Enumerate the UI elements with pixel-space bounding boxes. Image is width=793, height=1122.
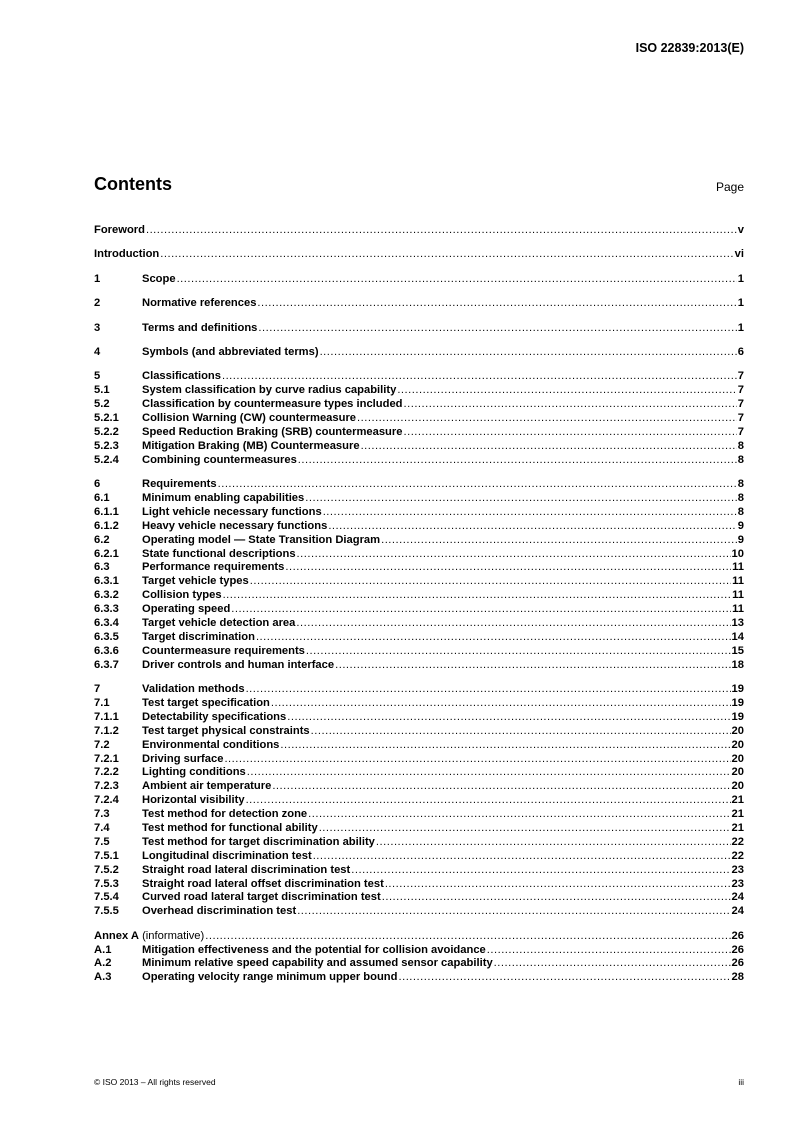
dot-leader <box>306 645 731 659</box>
dot-leader <box>385 878 731 892</box>
dot-leader <box>257 297 736 311</box>
toc-entry-title <box>142 822 318 836</box>
toc-entry-title-text: Mitigation effectiveness and the potential for collision avoidance <box>142 943 486 956</box>
toc-entry[interactable] <box>94 603 744 617</box>
toc-entry[interactable] <box>94 534 744 548</box>
toc-entry-title-text: Target discrimination <box>142 630 255 643</box>
toc-entry-title-text: System classification by curve radius capability <box>142 384 397 397</box>
dot-leader <box>308 808 730 822</box>
toc-entry[interactable] <box>94 273 744 287</box>
dot-leader <box>311 725 731 739</box>
toc-entry-number: 5.2.2 <box>94 425 119 438</box>
toc-entry-title <box>142 711 286 725</box>
toc-entry-page: 15 <box>731 644 744 657</box>
toc-entry-page: 13 <box>731 616 744 629</box>
toc-entry-page: 9 <box>737 519 744 532</box>
toc-entry-title <box>142 864 350 878</box>
toc-entry-title-text: Longitudinal discrimination test <box>142 849 312 862</box>
toc-entry-title-text: Driving surface <box>142 752 224 765</box>
toc-entry-number: 7.3 <box>94 808 110 821</box>
toc-entry-number: 7.5.5 <box>94 905 119 918</box>
toc-entry-title-text: State functional descriptions <box>142 547 296 560</box>
toc-entry[interactable] <box>94 697 744 711</box>
toc-entry-title-text: Lighting conditions <box>142 766 246 779</box>
dot-leader <box>205 930 730 944</box>
toc-entry[interactable] <box>94 346 744 360</box>
dot-leader <box>258 322 736 336</box>
toc-entry-page: 11 <box>732 561 744 574</box>
dot-leader <box>231 603 731 617</box>
toc-entry-page: 10 <box>731 547 744 560</box>
toc-entry-page: 22 <box>731 835 744 848</box>
toc-entry[interactable] <box>94 794 744 808</box>
toc-entry-title <box>142 780 271 794</box>
dot-leader <box>247 766 731 780</box>
dot-leader <box>298 454 737 468</box>
toc-entry-number: 6.2.1 <box>94 547 119 560</box>
dot-leader <box>287 711 730 725</box>
toc-entry-number: 7.1 <box>94 696 110 709</box>
toc-entry-title-text: Overhead discrimination test <box>142 905 297 918</box>
toc-entry-title <box>142 836 375 850</box>
toc-entry-page: 19 <box>731 710 744 723</box>
toc-entry-title <box>142 957 493 971</box>
toc-entry-page: 21 <box>731 821 744 834</box>
toc-entry-page: 20 <box>731 766 744 779</box>
dot-leader <box>328 520 736 534</box>
toc-entry[interactable] <box>94 398 744 412</box>
toc-entry-title-text: Detectability specifications <box>142 710 287 723</box>
toc-entry-title <box>94 930 204 944</box>
toc-entry[interactable] <box>94 440 744 454</box>
table-of-contents <box>94 224 744 985</box>
toc-entry-title-text: Test target specification <box>142 696 270 709</box>
toc-entry-title-text: Combining countermeasures <box>142 453 297 466</box>
toc-entry-title-text: Countermeasure requirements <box>142 644 305 657</box>
toc-entry-page: 28 <box>731 971 744 984</box>
dot-leader <box>146 224 737 238</box>
toc-entry[interactable] <box>94 492 744 506</box>
toc-entry-page: 23 <box>731 877 744 890</box>
toc-entry-title-text: Test method for functional ability <box>142 821 318 834</box>
toc-entry-page: 1 <box>737 321 744 334</box>
toc-entry-title-text: Normative references <box>142 297 257 310</box>
toc-entry-number: 6.2 <box>94 533 110 546</box>
toc-entry-title <box>142 454 297 468</box>
dot-leader <box>376 836 731 850</box>
toc-entry[interactable] <box>94 520 744 534</box>
toc-entry-title-text: Foreword <box>94 224 145 236</box>
toc-entry-title-text: Operating velocity range minimum upper bound <box>142 971 398 984</box>
toc-entry-title-text: Horizontal visibility <box>142 794 245 807</box>
toc-entry[interactable] <box>94 850 744 864</box>
document-id: ISO 22839:2013(E) <box>635 41 744 55</box>
toc-entry[interactable] <box>94 370 744 384</box>
toc-entry-page: 8 <box>737 439 744 452</box>
dot-leader <box>177 273 737 287</box>
toc-entry-number: A.2 <box>94 957 112 970</box>
toc-entry[interactable] <box>94 645 744 659</box>
toc-entry-page: 7 <box>737 384 744 397</box>
toc-entry-page: 8 <box>737 478 744 491</box>
toc-entry-title <box>142 478 217 492</box>
toc-entry[interactable] <box>94 944 744 958</box>
toc-entry-page: 19 <box>731 696 744 709</box>
toc-entry-page: 7 <box>737 398 744 411</box>
toc-entry-number: 7.5 <box>94 835 110 848</box>
toc-entry-title-text: Symbols (and abbreviated terms) <box>142 345 319 358</box>
toc-entry-title <box>142 971 397 985</box>
dot-leader <box>313 850 731 864</box>
toc-entry-page: 20 <box>731 738 744 751</box>
toc-entry-page: 20 <box>731 780 744 793</box>
toc-entry-title-text: Target vehicle detection area <box>142 616 296 629</box>
toc-entry-page: 24 <box>731 891 744 904</box>
toc-entry-title-text: Minimum relative speed capability and assumed sensor capability <box>142 957 493 970</box>
toc-entry-title-text: Test method for detection zone <box>142 808 308 821</box>
toc-entry[interactable] <box>94 224 744 238</box>
toc-entry-number: 7.5.1 <box>94 849 119 862</box>
toc-entry-title <box>142 891 381 905</box>
dot-leader <box>494 957 731 971</box>
toc-entry-title <box>142 412 356 426</box>
toc-entry-title <box>142 878 384 892</box>
toc-entry[interactable] <box>94 617 744 631</box>
toc-entry-number: 7.5.2 <box>94 863 119 876</box>
toc-entry-title <box>142 440 360 454</box>
toc-entry[interactable] <box>94 822 744 836</box>
toc-entry-number: 4 <box>94 345 101 358</box>
toc-entry-title <box>142 697 270 711</box>
toc-entry-page: 22 <box>731 849 744 862</box>
toc-entry-number: 7.2 <box>94 738 110 751</box>
dot-leader <box>381 534 737 548</box>
toc-entry-number: 6.1 <box>94 491 110 504</box>
toc-entry[interactable] <box>94 930 744 944</box>
toc-entry-title-text: Straight road lateral offset discrimination test <box>142 877 384 890</box>
toc-entry[interactable] <box>94 780 744 794</box>
toc-entry[interactable] <box>94 766 744 780</box>
toc-entry-number: 6.1.2 <box>94 519 119 532</box>
toc-entry[interactable] <box>94 891 744 905</box>
toc-entry[interactable] <box>94 478 744 492</box>
toc-entry[interactable] <box>94 297 744 311</box>
toc-entry-title <box>142 753 223 767</box>
toc-entry[interactable] <box>94 412 744 426</box>
toc-entry-title <box>142 631 255 645</box>
toc-entry-number: A.1 <box>94 943 112 956</box>
toc-entry-title <box>142 603 230 617</box>
dot-leader <box>351 864 730 878</box>
toc-entry-title <box>142 297 256 311</box>
toc-entry-title-text: Performance requirements <box>142 561 285 574</box>
toc-entry-title <box>142 725 310 739</box>
toc-entry-title <box>142 426 402 440</box>
dot-leader <box>403 426 736 440</box>
dot-leader <box>297 548 731 562</box>
toc-entry-number: 5.2.3 <box>94 439 119 452</box>
dot-leader <box>357 412 737 426</box>
toc-entry-title <box>142 520 327 534</box>
toc-entry[interactable] <box>94 589 744 603</box>
toc-entry-page: 19 <box>731 683 744 696</box>
toc-entry-number: 5.2 <box>94 398 110 411</box>
toc-entry-title-text: Operating model — State Transition Diagram <box>142 533 381 546</box>
toc-entry-page: 11 <box>732 575 744 588</box>
toc-entry-title <box>142 398 403 412</box>
toc-entry-title <box>142 766 246 780</box>
dot-leader <box>246 794 731 808</box>
toc-entry-title-text: Annex A <box>94 929 139 942</box>
toc-entry-title <box>142 850 312 864</box>
toc-entry[interactable] <box>94 725 744 739</box>
toc-entry-title-text: Heavy vehicle necessary functions <box>142 519 328 532</box>
toc-entry[interactable] <box>94 739 744 753</box>
toc-entry-page: 11 <box>732 589 744 602</box>
toc-entry-number: A.3 <box>94 971 112 984</box>
toc-entry-title-text: Classifications <box>142 370 221 383</box>
toc-entry[interactable] <box>94 561 744 575</box>
toc-entry-title-text: Speed Reduction Braking (SRB) countermeasure <box>142 425 403 438</box>
toc-entry[interactable] <box>94 631 744 645</box>
toc-entry-title-text: Environmental conditions <box>142 738 280 751</box>
dot-leader <box>397 384 736 398</box>
dot-leader <box>335 659 730 673</box>
toc-entry[interactable] <box>94 808 744 822</box>
toc-entry-title <box>142 617 295 631</box>
toc-entry-title-text: Test method for target discrimination ability <box>142 835 375 848</box>
dot-leader <box>297 905 730 919</box>
toc-entry-number: 5.2.1 <box>94 412 119 425</box>
toc-entry-number: 5.2.4 <box>94 453 119 466</box>
toc-entry-number: 6 <box>94 478 101 491</box>
toc-entry-title <box>142 645 305 659</box>
toc-entry-page: 1 <box>737 272 744 285</box>
dot-leader <box>398 971 730 985</box>
dot-leader <box>320 346 737 360</box>
toc-entry[interactable] <box>94 683 744 697</box>
toc-entry-number: 6.1.1 <box>94 505 119 518</box>
toc-entry-number: 7.5.4 <box>94 891 119 904</box>
toc-entry-number: 7.2.1 <box>94 752 119 765</box>
page-number: iii <box>738 1077 744 1087</box>
toc-entry-number: 6.3.7 <box>94 658 119 671</box>
toc-entry[interactable] <box>94 957 744 971</box>
toc-entry-number: 1 <box>94 272 101 285</box>
toc-entry-title <box>142 794 245 808</box>
toc-entry-number: 7.2.2 <box>94 766 119 779</box>
toc-entry-title <box>142 905 296 919</box>
page-column-label: Page <box>715 180 744 194</box>
toc-entry-title <box>142 534 380 548</box>
toc-entry-number: 3 <box>94 321 101 334</box>
toc-entry-title <box>142 575 249 589</box>
toc-entry-number: 6.3 <box>94 561 110 574</box>
toc-entry-title <box>142 944 486 958</box>
toc-entry-page: v <box>737 224 744 236</box>
dot-leader <box>404 398 737 412</box>
toc-entry-title-text: Curved road lateral target discrimination test <box>142 891 381 904</box>
toc-entry-page: 9 <box>737 533 744 546</box>
dot-leader <box>250 575 731 589</box>
toc-entry-page: 20 <box>731 724 744 737</box>
dot-leader <box>222 370 737 384</box>
dot-leader <box>256 631 731 645</box>
toc-entry-title-suffix: (informative) <box>138 929 205 942</box>
toc-entry-title <box>142 346 319 360</box>
toc-entry-page: 21 <box>731 794 744 807</box>
toc-entry-page: 6 <box>737 345 744 358</box>
toc-entry-number: 6.3.2 <box>94 589 119 602</box>
toc-entry-number: 6.3.1 <box>94 575 119 588</box>
toc-entry[interactable] <box>94 454 744 468</box>
toc-entry-page: 7 <box>737 425 744 438</box>
toc-entry-page: vi <box>734 248 744 261</box>
toc-entry[interactable] <box>94 322 744 336</box>
toc-entry-page: 8 <box>737 505 744 518</box>
toc-entry-title <box>142 384 396 398</box>
toc-entry-page: 26 <box>731 929 744 942</box>
dot-leader <box>285 561 731 575</box>
toc-entry-page: 8 <box>737 491 744 504</box>
toc-entry-title-text: Light vehicle necessary functions <box>142 505 322 518</box>
toc-entry-number: 2 <box>94 297 101 310</box>
toc-entry-page: 20 <box>731 752 744 765</box>
dot-leader <box>323 506 737 520</box>
dot-leader <box>382 891 731 905</box>
toc-entry-title-text: Test target physical constraints <box>142 724 310 737</box>
toc-entry-title <box>94 248 159 262</box>
toc-entry[interactable] <box>94 426 744 440</box>
toc-entry-title <box>142 492 304 506</box>
toc-entry-title-text: Collision types <box>142 589 222 602</box>
toc-entry-number: 7.4 <box>94 821 110 834</box>
toc-entry-number: 5 <box>94 370 101 383</box>
toc-entry-number: 6.3.3 <box>94 603 119 616</box>
toc-entry[interactable] <box>94 548 744 562</box>
toc-entry[interactable] <box>94 711 744 725</box>
toc-entry-number: 6.3.5 <box>94 630 119 643</box>
toc-entry-number: 7.1.1 <box>94 710 119 723</box>
toc-entry-title-text: Target vehicle types <box>142 575 249 588</box>
toc-entry[interactable] <box>94 905 744 919</box>
toc-entry-number: 5.1 <box>94 384 110 397</box>
toc-entry[interactable] <box>94 384 744 398</box>
toc-entry-title-text: Mitigation Braking (MB) Countermeasure <box>142 439 360 452</box>
toc-entry-number: 7.2.4 <box>94 794 119 807</box>
toc-entry-number: 7 <box>94 683 101 696</box>
toc-entry[interactable] <box>94 864 744 878</box>
dot-leader <box>361 440 737 454</box>
dot-leader <box>305 492 737 506</box>
dot-leader <box>246 683 731 697</box>
toc-entry-title-text: Introduction <box>94 248 160 261</box>
toc-entry-page: 14 <box>731 630 744 643</box>
toc-entry[interactable] <box>94 753 744 767</box>
toc-entry-number: 6.3.6 <box>94 644 119 657</box>
toc-entry-page: 1 <box>737 297 744 310</box>
toc-entry[interactable] <box>94 836 744 850</box>
toc-entry-title <box>142 739 279 753</box>
copyright-notice: © ISO 2013 – All rights reserved <box>94 1077 216 1087</box>
toc-entry-title-text: Scope <box>142 272 176 285</box>
toc-entry-title <box>142 808 307 822</box>
toc-entry-title-text: Terms and definitions <box>142 321 258 334</box>
toc-entry-page: 11 <box>732 603 744 616</box>
toc-entry-title <box>142 370 221 384</box>
toc-entry-title-text: Driver controls and human interface <box>142 658 335 671</box>
dot-leader <box>296 617 730 631</box>
toc-entry-number: 7.1.2 <box>94 724 119 737</box>
toc-entry[interactable] <box>94 971 744 985</box>
toc-entry[interactable] <box>94 878 744 892</box>
toc-entry[interactable] <box>94 575 744 589</box>
toc-entry-title <box>142 683 245 697</box>
dot-leader <box>218 478 737 492</box>
dot-leader <box>271 697 731 711</box>
toc-entry-title-text: Classification by countermeasure types included <box>142 398 403 411</box>
dot-leader <box>319 822 731 836</box>
toc-entry-number: 7.2.3 <box>94 780 119 793</box>
toc-entry-page: 21 <box>731 808 744 821</box>
toc-entry[interactable] <box>94 506 744 520</box>
dot-leader <box>272 780 730 794</box>
toc-entry[interactable] <box>94 248 744 262</box>
toc-entry-page: 7 <box>737 370 744 383</box>
contents-heading: Contents <box>94 174 172 194</box>
toc-entry-title <box>142 589 222 603</box>
dot-leader <box>224 753 730 767</box>
toc-entry-title-text: Requirements <box>142 478 217 491</box>
toc-entry-title-text: Collision Warning (CW) countermeasure <box>142 412 357 425</box>
toc-entry-title <box>94 224 145 238</box>
toc-entry-page: 8 <box>737 453 744 466</box>
dot-leader <box>223 589 732 603</box>
toc-entry-title <box>142 659 334 673</box>
dot-leader <box>487 944 731 958</box>
toc-entry-title <box>142 273 176 287</box>
toc-entry-number: 7.5.3 <box>94 877 119 890</box>
dot-leader <box>280 739 730 753</box>
toc-entry-title <box>142 561 284 575</box>
toc-entry-page: 23 <box>731 863 744 876</box>
dot-leader <box>160 248 733 262</box>
toc-entry-page: 18 <box>731 658 744 671</box>
toc-entry[interactable] <box>94 659 744 673</box>
toc-entry-page: 26 <box>731 943 744 956</box>
toc-entry-page: 7 <box>737 412 744 425</box>
toc-entry-title-text: Validation methods <box>142 683 245 696</box>
toc-entry-title-text: Straight road lateral discrimination test <box>142 863 351 876</box>
toc-entry-page: 26 <box>731 957 744 970</box>
toc-entry-title <box>142 506 322 520</box>
toc-entry-title-text: Minimum enabling capabilities <box>142 491 305 504</box>
toc-entry-title <box>142 322 257 336</box>
toc-entry-page: 24 <box>731 905 744 918</box>
toc-entry-title-text: Ambient air temperature <box>142 780 272 793</box>
toc-entry-title <box>142 548 296 562</box>
toc-entry-number: 6.3.4 <box>94 616 119 629</box>
toc-entry-title-text: Operating speed <box>142 603 231 616</box>
